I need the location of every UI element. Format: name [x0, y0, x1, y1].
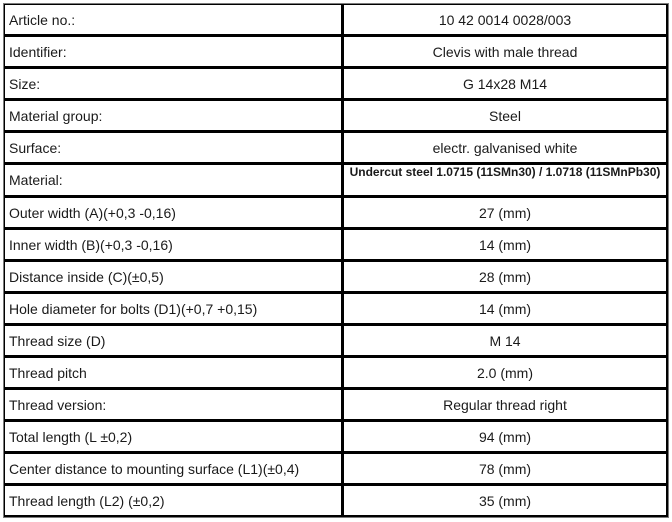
row-label: Distance inside (C)(±0,5) [4, 261, 343, 293]
row-value: 14 (mm) [343, 293, 668, 325]
row-label: Surface: [4, 132, 343, 164]
row-label: Article no.: [4, 4, 343, 36]
table-row [4, 421, 668, 453]
row-value: 2.0 (mm) [343, 357, 668, 389]
row-label: Outer width (A)(+0,3 -0,16) [4, 197, 343, 229]
row-label: Size: [4, 68, 343, 100]
row-value: 94 (mm) [343, 421, 668, 453]
row-value: Clevis with male thread [343, 36, 668, 68]
table-row [4, 164, 668, 197]
row-value: 14 (mm) [343, 229, 668, 261]
row-value: 27 (mm) [343, 197, 668, 229]
table-row [4, 293, 668, 325]
table-row [4, 132, 668, 164]
row-label: Total length (L ±0,2) [4, 421, 343, 453]
table-row [4, 68, 668, 100]
table-row [4, 197, 668, 229]
row-value: 35 (mm) [343, 485, 668, 517]
row-label: Identifier: [4, 36, 343, 68]
row-value: Regular thread right [343, 389, 668, 421]
row-value: Undercut steel 1.0715 (11SMn30) / 1.0718 (11SMnPb30) [343, 164, 668, 197]
row-value: 78 (mm) [343, 453, 668, 485]
row-value: 28 (mm) [343, 261, 668, 293]
row-value: G 14x28 M14 [343, 68, 668, 100]
row-value: M 14 [343, 325, 668, 357]
row-value: 10 42 0014 0028/003 [343, 4, 668, 36]
row-label: Thread pitch [4, 357, 343, 389]
table-row [4, 357, 668, 389]
table-row [4, 453, 668, 485]
table-row [4, 4, 668, 36]
row-label: Inner width (B)(+0,3 -0,16) [4, 229, 343, 261]
row-value: Steel [343, 100, 668, 132]
table-row [4, 325, 668, 357]
row-label: Material: [4, 164, 343, 197]
spec-table [3, 3, 669, 518]
row-label: Thread size (D) [4, 325, 343, 357]
row-label: Thread length (L2) (±0,2) [4, 485, 343, 517]
table-row [4, 261, 668, 293]
row-label: Hole diameter for bolts (D1)(+0,7 +0,15) [4, 293, 343, 325]
row-label: Thread version: [4, 389, 343, 421]
row-label: Material group: [4, 100, 343, 132]
table-row [4, 229, 668, 261]
row-value: electr. galvanised white [343, 132, 668, 164]
table-row [4, 100, 668, 132]
table-row [4, 485, 668, 517]
table-row [4, 36, 668, 68]
row-label: Center distance to mounting surface (L1)(±0,4) [4, 453, 343, 485]
table-row [4, 389, 668, 421]
